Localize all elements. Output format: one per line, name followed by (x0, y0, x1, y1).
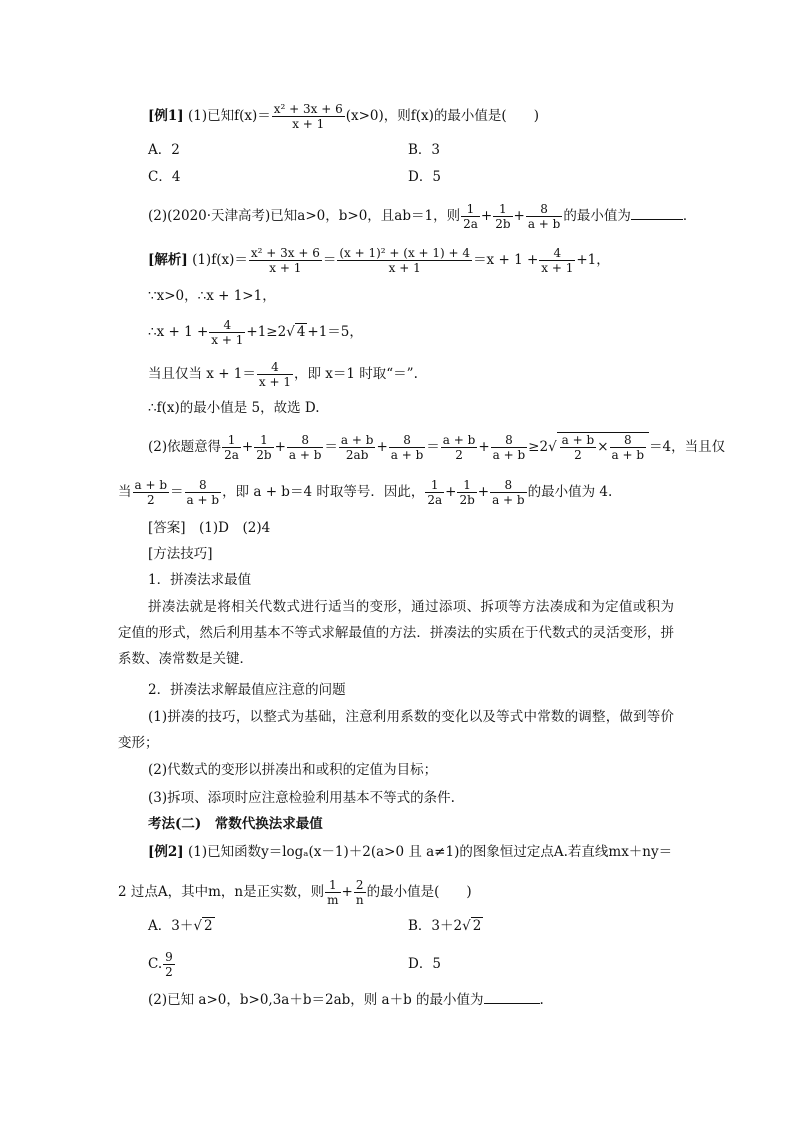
fraction: $\frac{1}{2a}$ (224, 433, 239, 462)
fraction: $\frac{8}{a + b}$ (492, 478, 525, 507)
ex2-option-b: B．3＋2√ 2 (408, 918, 482, 934)
s3-a: ∴x + 1 + (148, 324, 209, 340)
fraction: $\frac{1}{2a}$ (463, 202, 478, 231)
fraction: $\frac{1}{2b}$ (495, 202, 511, 231)
fraction: $\frac{a + b}{2}$ (442, 433, 476, 462)
fraction: $\frac{4}{x + 1}$ (541, 246, 574, 275)
fraction: $\frac{1}{2b}$ (459, 478, 475, 507)
example1-label: [例1] (148, 108, 184, 124)
option-c: C．4 (148, 169, 181, 185)
fraction: $\frac{1}{2b}$ (256, 433, 272, 462)
example2-line-2: 2 过点A，其中m，n是正实数，则 $\frac{1}{m}$ + $\frac{2}{n}$ 的最小值是( ) (118, 878, 472, 907)
solution-line-3 (148, 318, 363, 347)
option-a: A．2 (148, 142, 180, 158)
fraction: $\frac{\text{x² + 3x + 6}}{x + 1}$ (250, 246, 320, 275)
solution-label: [解析] (148, 252, 188, 268)
method-paragraph-4: (3)拆项、添项时应注意检验利用基本不等式的条件. (148, 790, 455, 806)
s6-mid: ≥2 (528, 439, 549, 455)
ex2-option-a: A．3＋√ 2 (148, 918, 213, 934)
s7-c: 的最小值为 4. (527, 484, 613, 500)
option-d: D．5 (408, 169, 441, 185)
s7-b: ，即 a + b＝4 时取等号．因此， (222, 484, 425, 500)
fraction: $\frac{8}{a + b}$ (186, 478, 220, 507)
s4-a: 当且仅当 x + 1＝ (148, 366, 256, 382)
fraction: $\frac{8}{a + b}$ (527, 202, 561, 231)
ex2-q1-line2a: 2 过点A，其中m，n是正实数，则 (118, 884, 325, 900)
example2-part2: (2)已知 a>0，b>0,3a＋b＝2ab，则 a＋b 的最小值为 . (148, 992, 544, 1008)
example2-line-1 (148, 842, 672, 862)
answer-blank (631, 219, 683, 220)
ex2-q1-line1: (1)已知函数y＝logₐ(x－1)＋2(a>0 且 a≠1)的图象恒过定点A.若直线mx＋ny＝ (187, 844, 673, 860)
s6-a: (2)依题意得 (148, 439, 222, 455)
q2-prefix: (2)(2020·天津高考)已知a>0，b>0，且ab＝1，则 (148, 208, 461, 224)
ex2-option-d: D．5 (408, 956, 441, 972)
sqrt-sign: √ (548, 439, 557, 455)
solution-line-2: ∵x>0，∴x + 1>1， (148, 288, 276, 304)
ex2-q2: (2)已知 a>0，b>0,3a＋b＝2ab，则 a＋b 的最小值为 (148, 992, 484, 1008)
solution-line-5: ∴f(x)的最小值是 5，故选 D. (148, 400, 320, 416)
q2-suffix: 的最小值为 (563, 208, 631, 224)
fraction: $\frac{a + b}{2}$ (134, 478, 168, 507)
option-b: B．3 (408, 142, 441, 158)
method-heading-1: 1．拼凑法求最值 (148, 572, 252, 588)
sqrt-sign: √ (286, 324, 295, 340)
ex2-q1-line2b: 的最小值是( ) (366, 884, 472, 900)
example1-question (148, 102, 539, 131)
ex2-option-c: C. $\frac{9}{2}$ (148, 950, 173, 979)
solution-line-7: 当 $\frac{a + b}{2}$ ＝ $\frac{8}{a + b}$ ，即 a + b＝4 时取等号．因此， $\frac{1}{2a}$ + $\frac{1}{2b}$ + $\frac{8}{a + b}$ 的最小值为 4. (118, 478, 613, 507)
fraction: $\frac{1}{m}$ (327, 878, 339, 907)
fraction: $\frac{\text{x² + 3x + 6}}{x + 1}$ (273, 102, 343, 131)
fraction: $\frac{\text{(x + 1)² + (x + 1) + 4}}{x + 1}$ (339, 246, 471, 275)
s7-a: 当 (118, 484, 132, 500)
fraction: $\frac{2}{n}$ (355, 878, 364, 907)
fraction: $\frac{4}{x + 1}$ (211, 318, 244, 347)
s1-mid: ＝x + 1 + (473, 252, 539, 268)
answer-blank (484, 1003, 540, 1004)
method-paragraph-2: (1)拼凑的技巧，以整式为基础，注意利用系数的变化以及等式中常数的调整，做到等价变形； (118, 709, 674, 751)
s1-end: +1， (576, 252, 610, 268)
sqrt-body: $\frac{a + b}{2}$ × $\frac{8}{a + b}$ (557, 432, 649, 462)
solution-line-6: (2)依题意得 $\frac{1}{2a}$ + $\frac{1}{2b}$ + $\frac{8}{a + b}$ ＝ $\frac{a + b}{2ab}$ + $\frac{8}{a + b}$ ＝ $\frac{a + b}{2}$ + $\frac{8}{a + b}$ ≥2√ $\frac{a + b}{2}$ × $\frac{8}{a + b}$ ＝4，当且仅 (148, 433, 726, 462)
fraction: $\frac{a + b}{2ab}$ (340, 433, 374, 462)
fraction: $\frac{1}{2a}$ (427, 478, 443, 507)
method-title: [方法技巧] (148, 546, 213, 562)
s1-prefix: (1)f(x)＝ (192, 252, 248, 268)
fraction: $\frac{8}{a + b}$ (492, 433, 526, 462)
q1-suffix: (x>0)，则f(x)的最小值是( ) (345, 108, 539, 124)
solution-line-4 (148, 360, 418, 389)
answer-line: [答案] (1)D (2)4 (148, 520, 271, 536)
example1-part2: (2)(2020·天津高考)已知a>0，b>0，且ab＝1，则 $\frac{1}{2a}$ + $\frac{1}{2b}$ + $\frac{8}{a + b}$ 的最小值为 ． (148, 202, 697, 231)
s4-b: ，即 x＝1 时取“＝”. (293, 366, 418, 382)
example2-label: [例2] (148, 844, 184, 860)
fraction: $\frac{8}{a + b}$ (390, 433, 424, 462)
s6-end: ＝4，当且仅 (649, 439, 726, 455)
s3-b: +1≥2 (246, 324, 287, 340)
fraction: $\frac{8}{a + b}$ (288, 433, 322, 462)
method-heading-2: 2．拼凑法求解最值应注意的问题 (148, 682, 346, 698)
sqrt-value: 4 (296, 324, 306, 340)
method-paragraph-3: (2)代数式的变形以拼凑出和或积的定值为目标； (148, 762, 438, 778)
solution-line-1: [解析] (1)f(x)＝ $\frac{\text{x² + 3x + 6}}{x + 1}$ ＝ $\frac{\text{(x + 1)² + (x + 1) + 4}}{x + 1}$ ＝x + 1 + $\frac{4}{x + 1}$ +1， (148, 246, 610, 275)
fraction: $\frac{4}{x + 1}$ (258, 360, 291, 389)
method-paragraph-1: 拼凑法就是将相关代数式进行适当的变形，通过添项、拆项等方法凑成和为定值或积为定值的形式，然后利用基本不等式求解最值的方法．拼凑法的实质在于代数式的灵活变形，拼系数、凑常数是关键． (118, 599, 674, 667)
section-heading: 考法(二) 常数代换法求最值 (148, 816, 323, 832)
q1-prefix: (1)已知f(x)＝ (187, 108, 271, 124)
s3-c: +1＝5， (307, 324, 363, 340)
